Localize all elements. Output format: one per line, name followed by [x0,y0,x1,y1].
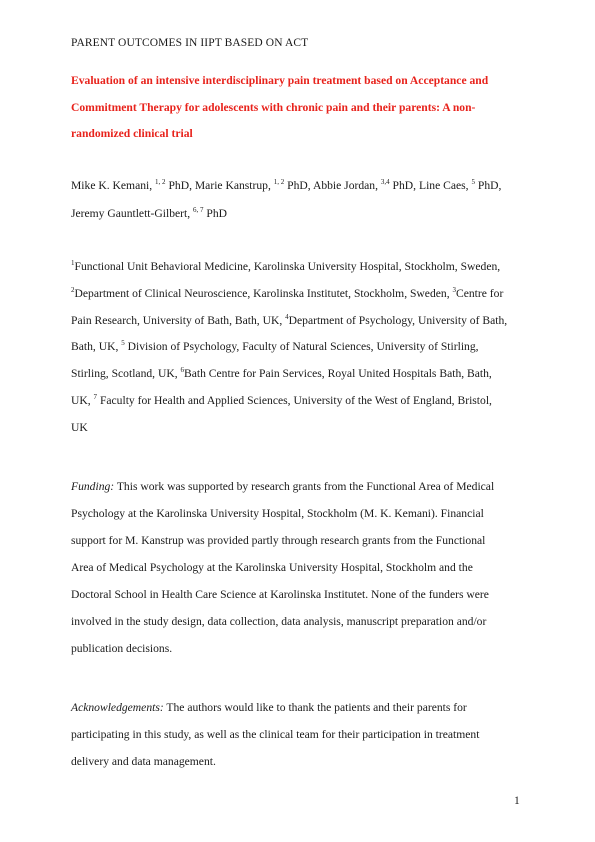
ack-line: participating in this study, as well as the clinical team for their participation in treatment [71,728,480,741]
affiliation-line [71,281,531,308]
affiliation-line [71,334,531,361]
affiliation-marker: 3 [452,285,456,294]
author-line [71,200,531,228]
affiliation-line [71,415,531,442]
author-name: Jeremy Gauntlett-Gilbert, [71,207,194,220]
funding-line: Area of Medical Psychology at the Karolinska University Hospital, Stockholm and the [71,561,473,574]
ack-label: Acknowledgements: [71,701,164,714]
affiliation-marker: 1, 2 [273,178,285,186]
funding-line: involved in the study design, data collection, data analysis, manuscript preparation and/or [71,615,487,628]
author-degree: PhD, [389,179,419,192]
funding-line [71,473,531,500]
ack-line: delivery and data management. [71,755,216,768]
affiliation-marker: 6, 7 [193,206,204,214]
affiliations [71,254,531,442]
ack-line [71,694,531,721]
affiliation-line [71,361,531,388]
funding-statement [71,473,531,662]
affiliation-marker: 6 [180,366,184,375]
funding-line: publication decisions. [71,642,173,655]
page-number: 1 [514,794,520,807]
title-line: randomized clinical trial [71,127,193,140]
author-name: Mike K. Kemani, [71,179,156,192]
author-name: Line Caes, [418,179,472,192]
affiliation-marker: 5 [121,339,125,348]
affiliation-text: Stirling, Scotland, UK, [71,367,181,381]
author-degree: PhD [203,207,228,220]
funding-line: Psychology at the Karolinska University Hospital, Stockholm (M. K. Kemani). Financial [71,507,484,520]
affiliation-marker: 2 [71,285,75,294]
affiliation-line [71,308,531,335]
affiliation-marker: 5 [471,178,475,186]
affiliation-text: Department of Clinical Neuroscience, Karolinska Institutet, Stockholm, Sweden, [74,286,453,300]
affiliation-marker: 1, 2 [155,178,166,186]
funding-label: Funding: [71,480,115,493]
funding-line: Doctoral School in Health Care Science at Karolinska Institutet. None of the funders were [71,588,489,601]
author-degree: PhD, [474,179,502,192]
affiliation-marker: 7 [93,392,98,401]
author-line [71,172,531,200]
affiliation-text: Bath Centre for Pain Services, Royal United Hospitals Bath, Bath, [184,367,492,381]
affiliation-text: Faculty for Health and Applied Sciences, University of the West of England, Bristol, [97,393,492,407]
running-head: PARENT OUTCOMES IN IIPT BASED ON ACT [71,37,309,49]
affiliation-marker: 1 [71,259,75,267]
author-list [71,172,531,228]
paper-title [71,68,531,148]
ack-text: The authors would like to thank the patients and their parents for [163,701,467,714]
affiliation-text: Division of Psychology, Faculty of Natural Sciences, University of Stirling, [124,340,479,354]
affiliation-marker: 3,4 [380,178,390,186]
affiliation-text: Bath, UK, [71,340,122,354]
author-name: Marie Kanstrup, [194,179,274,192]
affiliation-text: UK [71,420,88,434]
funding-line: support for M. Kanstrup was provided partly through research grants from the Functional [71,534,486,547]
title-line: Evaluation of an intensive interdisciplinary pain treatment based on Acceptance and [71,74,489,87]
author-name: Abbie Jordan, [312,179,381,192]
affiliation-text: Centre for [456,286,504,300]
author-degree: PhD, [165,179,195,192]
affiliation-line [71,254,531,281]
funding-text: This work was supported by research grants from the Functional Area of Medical [114,480,495,493]
affiliation-text: UK, [71,393,94,407]
affiliation-line [71,388,531,415]
title-line: Commitment Therapy for adolescents with chronic pain and their parents: A non- [71,100,476,114]
affiliation-text: Pain Research, University of Bath, Bath, UK, [71,313,286,327]
acknowledgements [71,694,531,775]
affiliation-text: Department of Psychology, University of Bath, [288,313,508,327]
author-degree: PhD, [284,179,313,192]
affiliation-text: Functional Unit Behavioral Medicine, Karolinska University Hospital, Stockholm, Sweden, [74,260,501,273]
affiliation-marker: 4 [285,312,289,321]
